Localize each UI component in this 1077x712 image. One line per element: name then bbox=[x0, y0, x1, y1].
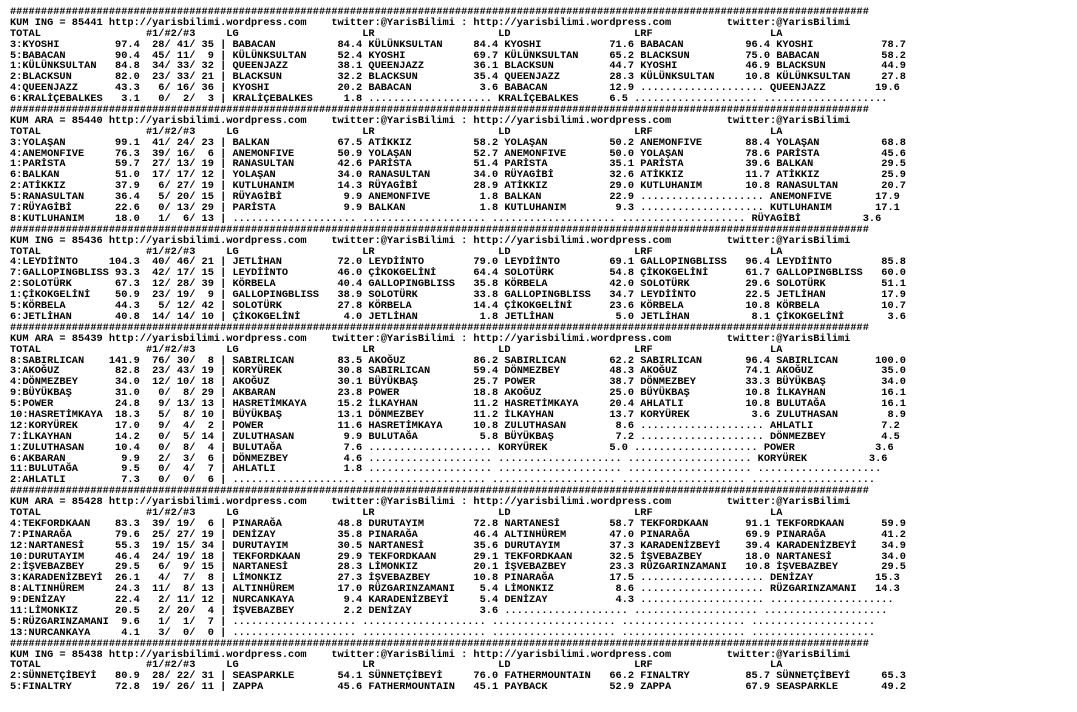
data-row: 2:ATİKKIZ 37.9 6/ 27/ 19 | KUTLUHANIM 14.3 RÜYAGİBİ 28.9 ATİKKIZ 29.0 KUTLUHANIM 10.8 RANASULTAN 20.7 bbox=[10, 180, 906, 193]
race-header: KUM ING = 85441 http://yarisbilimi.wordpress.com twitter:@YarisBilimi : http://yarisbilimi.wordpress.com twitter:@YarisBilimi bbox=[10, 16, 851, 29]
data-row: 1:PARİSTA 59.7 27/ 13/ 19 | RANASULTAN 42.6 PARİSTA 51.4 PARİSTA 35.1 PARİSTA 39.6 BALKAN 29.5 bbox=[10, 158, 906, 171]
column-header: TOTAL #1/#2/#3 LG LR LD LRF LA bbox=[10, 125, 783, 138]
data-row: 4:LEYDİİNTO 104.3 40/ 46/ 21 | JETLİHAN 72.0 LEYDİİNTO 79.0 LEYDİİNTO 69.1 GALLOPINGBLISS 96.4 LEYDİİNTO 85.8 bbox=[10, 256, 906, 269]
data-row: 5:POWER 24.8 9/ 13/ 13 | HASRETİMKAYA 15.2 İLKAYHAN 11.2 HASRETİMKAYA 20.4 AHLATLI 10.8 BULUTAĞA 16.1 bbox=[10, 398, 906, 411]
data-row: 3:KARADENİZBEYİ 26.1 4/ 7/ 8 | LİMONKIZ 27.3 İŞVEBAZBEY 10.8 PINARAĞA 17.5 .................... DENİZAY 15.3 bbox=[10, 572, 900, 585]
column-header: TOTAL #1/#2/#3 LG LR LD LRF LA bbox=[10, 506, 783, 519]
separator-line: ########################################################################################################################################### bbox=[10, 104, 869, 117]
race-header: KUM ARA = 85428 http://yarisbilimi.wordpress.com twitter:@YarisBilimi : http://yarisbilimi.wordpress.com twitter:@YarisBilimi bbox=[10, 496, 851, 509]
data-row: 6:BALKAN 51.0 17/ 17/ 12 | YOLAŞAN 34.0 RANASULTAN 34.0 RÜYAGİBİ 32.6 ATİKKIZ 11.7 ATİKKIZ 25.9 bbox=[10, 169, 906, 182]
data-row: 1:KÜLÜNKSULTAN 84.8 34/ 33/ 32 | QUEENJAZZ 38.1 QUEENJAZZ 36.1 BLACKSUN 44.7 KYOSHI 46.9 BLACKSUN 44.9 bbox=[10, 60, 906, 73]
separator-line: ########################################################################################################################################### bbox=[10, 223, 869, 236]
data-row: 7:İLKAYHAN 14.2 0/ 5/ 14 | ZULUTHASAN 9.9 BULUTAĞA 5.8 BÜYÜKBAŞ 7.2 .................... DÖNMEZBEY 4.5 bbox=[10, 430, 900, 443]
separator-line: ########################################################################################################################################### bbox=[10, 321, 869, 334]
separator-line: ########################################################################################################################################### bbox=[10, 637, 869, 650]
data-row: 8:ALTINHÜREM 24.3 11/ 8/ 13 | ALTINHÜREM 17.0 RÜZGARINZAMANI 5.4 LİMONKIZ 8.6 .................... RÜZGARINZAMANI 14.3 bbox=[10, 583, 900, 596]
data-row: 8:KUTLUHANIM 18.0 1/ 6/ 13 | .................... .................... .................... .................... RÜYAGİBİ 3.6 bbox=[10, 212, 882, 225]
data-row: 7:PINARAĞA 79.6 25/ 27/ 19 | DENİZAY 35.8 PINARAĞA 46.4 ALTINHÜREM 47.0 PINARAĞA 69.9 PINARAĞA 41.2 bbox=[10, 528, 906, 541]
data-row: 8:SABIRLICAN 141.9 76/ 30/ 8 | SABIRLICAN 83.5 AKOĞUZ 86.2 SABIRLICAN 62.2 SABIRLICAN 96.4 SABIRLICAN 100.0 bbox=[10, 354, 906, 367]
data-row: 5:BABACAN 90.4 45/ 11/ 9 | KÜLÜNKSULTAN 52.4 KYOSHI 69.7 KÜLÜNKSULTAN 65.2 BLACKSUN 75.0 BABACAN 58.2 bbox=[10, 49, 906, 62]
data-row: 1:ÇİKOKGELİNİ 50.9 23/ 19/ 9 | GALLOPINGBLISS 38.9 SOLOTÜRK 33.8 GALLOPINGBLISS 34.7 LEYDİİNTO 22.5 JETLİHAN 17.9 bbox=[10, 289, 906, 302]
data-row: 3:YOLAŞAN 99.1 41/ 24/ 23 | BALKAN 67.5 ATİKKIZ 58.2 YOLAŞAN 50.2 ANEMONFIVE 88.4 YOLAŞAN 68.8 bbox=[10, 136, 906, 149]
data-row: 3:KYOSHI 97.4 28/ 41/ 35 | BABACAN 84.4 KÜLÜNKSULTAN 84.4 KYOSHI 71.6 BABACAN 96.4 KYOSHI 78.7 bbox=[10, 38, 906, 51]
data-row: 4:QUEENJAZZ 43.3 6/ 16/ 36 | KYOSHI 20.2 BABACAN 3.6 BABACAN 12.9 .................... QUEENJAZZ 19.6 bbox=[10, 82, 900, 95]
data-row: 1:ZULUTHASAN 10.4 0/ 8/ 4 | BULUTAĞA 7.6 .................... KORYÜREK 5.0 .................... POWER 3.6 bbox=[10, 441, 894, 454]
data-row: 2:AHLATLI 7.3 0/ 0/ 6 | .................... .................... .................... .................... .................... bbox=[10, 474, 876, 487]
race-header: KUM ING = 85436 http://yarisbilimi.wordpress.com twitter:@YarisBilimi : http://yarisbilimi.wordpress.com twitter:@YarisBilimi bbox=[10, 234, 851, 247]
data-row: 9:BÜYÜKBAŞ 31.0 0/ 8/ 29 | AKBARAN 23.8 POWER 18.8 AKOĞUZ 25.0 BÜYÜKBAŞ 10.8 İLKAYHAN 16.1 bbox=[10, 387, 906, 400]
column-header: TOTAL #1/#2/#3 LG LR LD LRF LA bbox=[10, 245, 783, 258]
data-row: 11:LİMONKIZ 20.5 2/ 20/ 4 | İŞVEBAZBEY 2.2 DENİZAY 3.6 .................... .................... .................... bbox=[10, 604, 888, 617]
race-header: KUM ING = 85438 http://yarisbilimi.wordpress.com twitter:@YarisBilimi : http://yarisbilimi.wordpress.com twitter:@YarisBilimi bbox=[10, 648, 851, 661]
data-row: 12:NARTANESİ 55.3 19/ 15/ 34 | DURUTAYIM 30.5 NARTANESİ 35.6 DURUTAYIM 37.3 KARADENİZBEYİ 39.4 KARADENİZBEYİ 34.9 bbox=[10, 539, 906, 552]
data-row: 5:RÜZGARINZAMANI 9.6 1/ 1/ 7 | .................... .................... .................... .................... .................... bbox=[10, 615, 876, 628]
data-row: 9:DENİZAY 22.4 2/ 11/ 12 | NURCANKAYA 9.4 KARADENİZBEYİ 5.4 DENİZAY 4.3 .................... .................... bbox=[10, 594, 894, 607]
data-row: 5:RANASULTAN 36.4 5/ 20/ 15 | RÜYAGİBİ 9.9 ANEMONFIVE 1.8 BALKAN 22.9 .................... ANEMONFIVE 17.9 bbox=[10, 191, 900, 204]
data-row: 6:JETLİHAN 40.8 14/ 14/ 10 | ÇİKOKGELİNİ 4.0 JETLİHAN 1.8 JETLİHAN 5.0 JETLİHAN 8.1 ÇİKOKGELİNİ 3.6 bbox=[10, 310, 906, 323]
data-row: 10:DURUTAYIM 46.4 24/ 19/ 18 | TEKFORDKAAN 29.9 TEKFORDKAAN 29.1 TEKFORDKAAN 32.5 İŞVEBAZBEY 18.0 NARTANESİ 34.0 bbox=[10, 550, 906, 563]
data-row: 6:KRALİÇEBALKES 3.1 0/ 2/ 3 | KRALİÇEBALKES 1.8 .................... KRALİÇEBALKES 6.5 .................... .................... bbox=[10, 93, 888, 106]
data-row: 7:GALLOPINGBLISS 93.3 42/ 17/ 15 | LEYDİİNTO 46.0 ÇİKOKGELİNİ 64.4 SOLOTÜRK 54.8 ÇİKOKGELİNİ 61.7 GALLOPINGBLISS 60.0 bbox=[10, 267, 906, 280]
data-row: 2:SOLOTÜRK 67.3 12/ 28/ 39 | KÖRBELA 40.4 GALLOPINGBLISS 35.8 KÖRBELA 42.0 SOLOTÜRK 29.6 SOLOTÜRK 51.1 bbox=[10, 278, 906, 291]
data-row: 10:HASRETİMKAYA 18.3 5/ 8/ 10 | BÜYÜKBAŞ 13.1 DÖNMEZBEY 11.2 İLKAYHAN 13.7 KORYÜREK 3.6 ZULUTHASAN 8.9 bbox=[10, 408, 906, 421]
separator-line: ########################################################################################################################################### bbox=[10, 485, 869, 498]
data-row: 2:SÜNNETÇİBEYİ 80.9 28/ 22/ 31 | SEASPARKLE 54.1 SÜNNETÇİBEYİ 76.0 FATHERMOUNTAIN 66.2 FINALTRY 85.7 SÜNNETÇİBEYİ 65.3 bbox=[10, 670, 906, 683]
data-row: 11:BULUTAĞA 9.5 0/ 4/ 7 | AHLATLI 1.8 .................... .................... .................... .................... bbox=[10, 463, 882, 476]
column-header: TOTAL #1/#2/#3 LG LR LD LRF LA bbox=[10, 659, 783, 672]
data-row: 2:İŞVEBAZBEY 29.5 6/ 9/ 15 | NARTANESİ 28.3 LİMONKIZ 20.1 İŞVEBAZBEY 23.3 RÜZGARINZAMANI 10.8 İŞVEBAZBEY 29.5 bbox=[10, 561, 906, 574]
data-row: 4:TEKFORDKAAN 83.3 39/ 19/ 6 | PINARAĞA 48.8 DURUTAYIM 72.8 NARTANESİ 58.7 TEKFORDKAAN 91.1 TEKFORDKAAN 59.9 bbox=[10, 517, 906, 530]
data-row: 7:RÜYAGİBİ 22.6 0/ 13/ 29 | PARİSTA 9.9 BALKAN 1.8 KUTLUHANIM 9.3 .................... KUTLUHANIM 17.1 bbox=[10, 202, 900, 215]
race-header: KUM ARA = 85439 http://yarisbilimi.wordpress.com twitter:@YarisBilimi : http://yarisbilimi.wordpress.com twitter:@YarisBilimi bbox=[10, 332, 851, 345]
data-row: 5:KÖRBELA 44.3 5/ 12/ 42 | SOLOTÜRK 27.8 KÖRBELA 14.4 ÇİKOKGELİNİ 23.6 KÖRBELA 10.8 KÖRBELA 10.7 bbox=[10, 300, 906, 313]
data-row: 4:DÖNMEZBEY 34.0 12/ 10/ 18 | AKOĞUZ 30.1 BÜYÜKBAŞ 25.7 POWER 38.7 DÖNMEZBEY 33.3 BÜYÜKBAŞ 34.0 bbox=[10, 376, 906, 389]
data-row: 6:AKBARAN 9.9 2/ 3/ 6 | DÖNMEZBEY 4.6 .................... .................... .................... KORYÜREK 3.6 bbox=[10, 452, 888, 465]
data-row: 4:ANEMONFIVE 76.3 39/ 16/ 6 | ANEMONFIVE 50.9 YOLAŞAN 52.7 ANEMONFIVE 50.0 YOLAŞAN 78.6 PARİSTA 45.6 bbox=[10, 147, 906, 160]
race-header: KUM ARA = 85440 http://yarisbilimi.wordpress.com twitter:@YarisBilimi : http://yarisbilimi.wordpress.com twitter:@YarisBilimi bbox=[10, 114, 851, 127]
data-row: 12:KORYÜREK 17.0 9/ 4/ 2 | POWER 11.6 HASRETİMKAYA 10.8 ZULUTHASAN 8.6 .................... AHLATLI 7.2 bbox=[10, 419, 900, 432]
column-header: TOTAL #1/#2/#3 LG LR LD LRF LA bbox=[10, 343, 783, 356]
data-row: 2:BLACKSUN 82.0 23/ 33/ 21 | BLACKSUN 32.2 BLACKSUN 35.4 QUEENJAZZ 28.3 KÜLÜNKSULTAN 10.8 KÜLÜNKSULTAN 27.8 bbox=[10, 71, 906, 84]
data-row: 3:AKOĞUZ 82.8 23/ 43/ 19 | KORYÜREK 30.8 SABIRLICAN 59.4 DÖNMEZBEY 48.3 AKOĞUZ 74.1 AKOĞUZ 35.0 bbox=[10, 365, 906, 378]
data-row: 13:NURCANKAYA 4.1 3/ 0/ 0 | .................... .................... .................... .................... .................... bbox=[10, 626, 876, 639]
column-header: TOTAL #1/#2/#3 LG LR LD LRF LA bbox=[10, 27, 783, 40]
separator-line: ########################################################################################################################################### bbox=[10, 6, 869, 18]
data-row: 5:FINALTRY 72.8 19/ 26/ 11 | ZAPPA 45.6 FATHERMOUNTAIN 45.1 PAYBACK 52.9 ZAPPA 67.9 SEASPARKLE 49.2 bbox=[10, 681, 906, 694]
